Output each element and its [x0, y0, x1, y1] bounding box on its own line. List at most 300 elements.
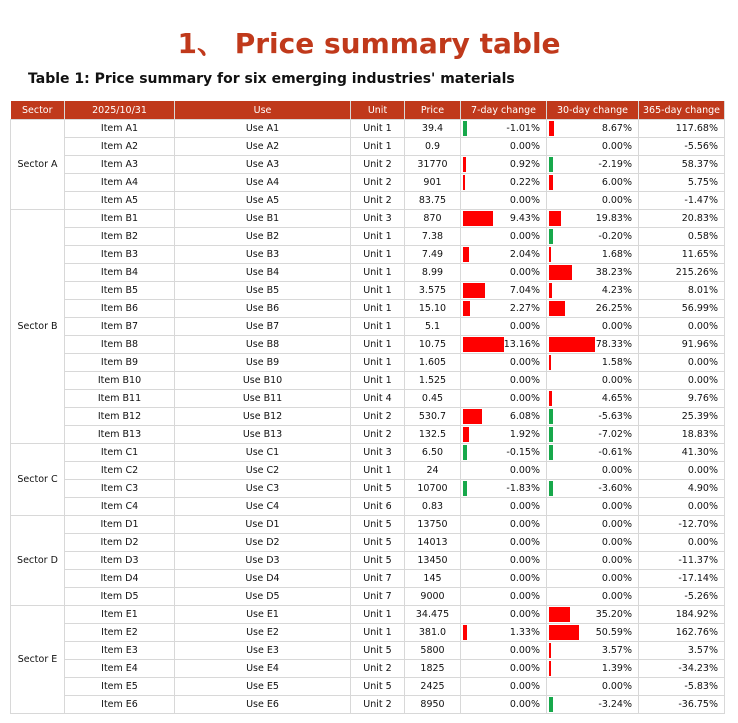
item-use-cell: Use B5: [175, 282, 351, 300]
item-unit-cell: Unit 7: [351, 588, 405, 606]
item-use-cell: Use A2: [175, 138, 351, 156]
change-30d-cell: [547, 642, 639, 660]
change-30d-value: -5.63%: [598, 411, 632, 422]
item-price-cell: 0.83: [405, 498, 461, 516]
item-use-cell: Use E2: [175, 624, 351, 642]
item-name-cell: Item E3: [65, 642, 175, 660]
item-use-cell: Use C3: [175, 480, 351, 498]
item-unit-cell: Unit 2: [351, 192, 405, 210]
item-use-cell: Use E1: [175, 606, 351, 624]
change-30d-value: -0.61%: [598, 447, 632, 458]
item-name-cell: Item A5: [65, 192, 175, 210]
item-use-cell: Use C4: [175, 498, 351, 516]
item-name-cell: Item B11: [65, 390, 175, 408]
table-row: [11, 138, 725, 156]
item-use-cell: Use D2: [175, 534, 351, 552]
change-7d-cell: [461, 300, 547, 318]
change-365d-cell: 0.00%: [639, 372, 725, 390]
change-365d-cell: 11.65%: [639, 246, 725, 264]
item-use-cell: Use A1: [175, 120, 351, 138]
change-7d-value: 0.00%: [509, 537, 540, 548]
item-unit-cell: Unit 5: [351, 642, 405, 660]
change-30d-value: 78.33%: [595, 339, 632, 350]
table-body: [11, 120, 725, 714]
table-row: [11, 210, 725, 228]
item-name-cell: Item B4: [65, 264, 175, 282]
change-7d-value: 1.33%: [509, 627, 540, 638]
table-row: [11, 390, 725, 408]
change-7d-value: 7.04%: [509, 285, 540, 296]
change-365d-cell: 0.00%: [639, 462, 725, 480]
item-unit-cell: Unit 2: [351, 696, 405, 714]
item-unit-cell: Unit 1: [351, 336, 405, 354]
item-name-cell: Item C1: [65, 444, 175, 462]
change-7d-value: 0.00%: [509, 321, 540, 332]
change-30d-value: -7.02%: [598, 429, 632, 440]
change-30d-value: 0.00%: [601, 195, 632, 206]
table-row: [11, 300, 725, 318]
table-row: [11, 588, 725, 606]
change-30d-cell: [547, 264, 639, 282]
change-365d-cell: -5.26%: [639, 588, 725, 606]
item-name-cell: Item D4: [65, 570, 175, 588]
item-use-cell: Use A4: [175, 174, 351, 192]
item-use-cell: Use B3: [175, 246, 351, 264]
change-30d-value: 0.00%: [601, 591, 632, 602]
item-unit-cell: Unit 4: [351, 390, 405, 408]
table-row: [11, 498, 725, 516]
item-price-cell: 2425: [405, 678, 461, 696]
change-30d-cell: [547, 210, 639, 228]
table-row: [11, 372, 725, 390]
change-30d-value: 0.00%: [601, 573, 632, 584]
item-use-cell: Use E5: [175, 678, 351, 696]
change-30d-value: 3.57%: [601, 645, 632, 656]
item-name-cell: Item E6: [65, 696, 175, 714]
item-use-cell: Use A5: [175, 192, 351, 210]
change-7d-value: 2.27%: [509, 303, 540, 314]
change-7d-cell: [461, 462, 547, 480]
item-price-cell: 132.5: [405, 426, 461, 444]
change-7d-value: 0.00%: [509, 465, 540, 476]
change-7d-value: -1.83%: [506, 483, 540, 494]
change-365d-cell: -1.47%: [639, 192, 725, 210]
change-365d-cell: 56.99%: [639, 300, 725, 318]
change-30d-cell: [547, 336, 639, 354]
change-7d-cell: [461, 228, 547, 246]
change-7d-value: 13.16%: [503, 339, 540, 350]
item-unit-cell: Unit 5: [351, 480, 405, 498]
change-7d-value: 2.04%: [509, 249, 540, 260]
item-unit-cell: Unit 1: [351, 318, 405, 336]
table-row: [11, 318, 725, 336]
change-7d-value: 0.00%: [509, 573, 540, 584]
item-name-cell: Item A2: [65, 138, 175, 156]
change-30d-value: 19.83%: [595, 213, 632, 224]
item-name-cell: Item E5: [65, 678, 175, 696]
table-row: [11, 246, 725, 264]
item-use-cell: Use A3: [175, 156, 351, 174]
change-365d-cell: 41.30%: [639, 444, 725, 462]
change-7d-cell: [461, 696, 547, 714]
item-unit-cell: Unit 1: [351, 606, 405, 624]
table-row: [11, 642, 725, 660]
item-price-cell: 9000: [405, 588, 461, 606]
change-365d-cell: 3.57%: [639, 642, 725, 660]
table-row: [11, 606, 725, 624]
item-price-cell: 5.1: [405, 318, 461, 336]
change-7d-cell: [461, 552, 547, 570]
header-date: 2025/10/31: [65, 101, 175, 120]
item-name-cell: Item D5: [65, 588, 175, 606]
item-price-cell: 15.10: [405, 300, 461, 318]
item-price-cell: 381.0: [405, 624, 461, 642]
change-30d-cell: [547, 570, 639, 588]
item-unit-cell: Unit 2: [351, 426, 405, 444]
item-price-cell: 7.49: [405, 246, 461, 264]
change-365d-cell: 0.00%: [639, 534, 725, 552]
change-30d-value: 4.65%: [601, 393, 632, 404]
change-7d-value: 0.00%: [509, 195, 540, 206]
change-7d-cell: [461, 246, 547, 264]
change-30d-value: -2.19%: [598, 159, 632, 170]
change-30d-value: 0.00%: [601, 465, 632, 476]
change-365d-cell: -5.56%: [639, 138, 725, 156]
item-price-cell: 13750: [405, 516, 461, 534]
item-name-cell: Item B2: [65, 228, 175, 246]
change-7d-cell: [461, 588, 547, 606]
change-30d-value: -0.20%: [598, 231, 632, 242]
change-7d-value: 0.00%: [509, 501, 540, 512]
item-unit-cell: Unit 7: [351, 570, 405, 588]
change-7d-value: 9.43%: [509, 213, 540, 224]
change-7d-cell: [461, 138, 547, 156]
item-unit-cell: Unit 5: [351, 678, 405, 696]
change-30d-value: 0.00%: [601, 375, 632, 386]
change-7d-value: 0.00%: [509, 519, 540, 530]
change-7d-cell: [461, 354, 547, 372]
item-name-cell: Item C3: [65, 480, 175, 498]
item-use-cell: Use B12: [175, 408, 351, 426]
item-unit-cell: Unit 3: [351, 444, 405, 462]
change-30d-cell: [547, 300, 639, 318]
change-7d-cell: [461, 120, 547, 138]
change-30d-cell: [547, 516, 639, 534]
sector-cell: Sector C: [11, 444, 65, 516]
change-7d-value: 0.00%: [509, 699, 540, 710]
change-30d-value: 0.00%: [601, 537, 632, 548]
change-30d-cell: [547, 498, 639, 516]
table-row: [11, 444, 725, 462]
item-name-cell: Item E1: [65, 606, 175, 624]
change-7d-value: 1.92%: [509, 429, 540, 440]
sector-cell: Sector D: [11, 516, 65, 606]
change-365d-cell: 58.37%: [639, 156, 725, 174]
change-30d-cell: [547, 246, 639, 264]
item-price-cell: 0.9: [405, 138, 461, 156]
item-price-cell: 31770: [405, 156, 461, 174]
change-30d-cell: [547, 174, 639, 192]
change-7d-value: 0.00%: [509, 357, 540, 368]
item-use-cell: Use E4: [175, 660, 351, 678]
change-365d-cell: 215.26%: [639, 264, 725, 282]
change-365d-cell: 0.00%: [639, 318, 725, 336]
change-7d-value: 6.08%: [509, 411, 540, 422]
change-30d-cell: [547, 354, 639, 372]
change-30d-cell: [547, 138, 639, 156]
change-365d-cell: 184.92%: [639, 606, 725, 624]
change-7d-cell: [461, 570, 547, 588]
item-use-cell: Use D1: [175, 516, 351, 534]
item-price-cell: 13450: [405, 552, 461, 570]
change-30d-cell: [547, 588, 639, 606]
change-30d-cell: [547, 192, 639, 210]
change-365d-cell: 0.00%: [639, 498, 725, 516]
change-7d-value: 0.00%: [509, 141, 540, 152]
item-price-cell: 6.50: [405, 444, 461, 462]
change-30d-cell: [547, 534, 639, 552]
change-7d-value: 0.00%: [509, 591, 540, 602]
table-row: [11, 174, 725, 192]
item-use-cell: Use B11: [175, 390, 351, 408]
page-title: 1、 Price summary table: [177, 27, 561, 60]
item-name-cell: Item B12: [65, 408, 175, 426]
item-price-cell: 0.45: [405, 390, 461, 408]
table-row: [11, 192, 725, 210]
change-30d-cell: [547, 678, 639, 696]
item-price-cell: 901: [405, 174, 461, 192]
change-7d-cell: [461, 390, 547, 408]
item-price-cell: 14013: [405, 534, 461, 552]
table-row: [11, 516, 725, 534]
change-30d-cell: [547, 390, 639, 408]
item-unit-cell: Unit 1: [351, 462, 405, 480]
item-use-cell: Use D3: [175, 552, 351, 570]
item-price-cell: 10.75: [405, 336, 461, 354]
change-30d-cell: [547, 426, 639, 444]
change-7d-cell: [461, 192, 547, 210]
table-row: [11, 660, 725, 678]
change-7d-value: 0.00%: [509, 663, 540, 674]
table-row: [11, 264, 725, 282]
change-30d-cell: [547, 372, 639, 390]
item-price-cell: 7.38: [405, 228, 461, 246]
sector-cell: Sector B: [11, 210, 65, 444]
item-price-cell: 1825: [405, 660, 461, 678]
change-7d-cell: [461, 372, 547, 390]
change-30d-value: 1.68%: [601, 249, 632, 260]
change-7d-cell: [461, 156, 547, 174]
item-unit-cell: Unit 2: [351, 174, 405, 192]
item-use-cell: Use B1: [175, 210, 351, 228]
item-use-cell: Use B7: [175, 318, 351, 336]
change-30d-value: 0.00%: [601, 681, 632, 692]
change-7d-cell: [461, 516, 547, 534]
item-name-cell: Item D2: [65, 534, 175, 552]
header-sector: Sector: [11, 101, 65, 120]
change-365d-cell: -34.23%: [639, 660, 725, 678]
item-unit-cell: Unit 1: [351, 300, 405, 318]
item-price-cell: 39.4: [405, 120, 461, 138]
item-price-cell: 8.99: [405, 264, 461, 282]
change-7d-cell: [461, 480, 547, 498]
change-7d-cell: [461, 318, 547, 336]
item-name-cell: Item E2: [65, 624, 175, 642]
change-7d-cell: [461, 444, 547, 462]
item-name-cell: Item C4: [65, 498, 175, 516]
change-365d-cell: -11.37%: [639, 552, 725, 570]
item-use-cell: Use D4: [175, 570, 351, 588]
change-365d-cell: 0.00%: [639, 354, 725, 372]
change-30d-value: 0.00%: [601, 519, 632, 530]
change-365d-cell: 9.76%: [639, 390, 725, 408]
change-7d-cell: [461, 210, 547, 228]
change-30d-value: 38.23%: [595, 267, 632, 278]
change-7d-cell: [461, 678, 547, 696]
item-name-cell: Item A4: [65, 174, 175, 192]
change-365d-cell: 91.96%: [639, 336, 725, 354]
item-use-cell: Use C2: [175, 462, 351, 480]
table-row: [11, 120, 725, 138]
change-7d-value: 0.00%: [509, 555, 540, 566]
item-use-cell: Use B13: [175, 426, 351, 444]
item-name-cell: Item B6: [65, 300, 175, 318]
change-30d-cell: [547, 660, 639, 678]
change-365d-cell: 25.39%: [639, 408, 725, 426]
item-use-cell: Use C1: [175, 444, 351, 462]
sector-cell: Sector A: [11, 120, 65, 210]
change-365d-cell: 4.90%: [639, 480, 725, 498]
item-use-cell: Use E6: [175, 696, 351, 714]
change-7d-value: 0.22%: [509, 177, 540, 188]
table-row: [11, 156, 725, 174]
item-unit-cell: Unit 1: [351, 138, 405, 156]
change-7d-value: 0.00%: [509, 681, 540, 692]
item-name-cell: Item A1: [65, 120, 175, 138]
change-30d-value: 1.58%: [601, 357, 632, 368]
change-365d-cell: -12.70%: [639, 516, 725, 534]
table-row: [11, 426, 725, 444]
item-use-cell: Use B4: [175, 264, 351, 282]
item-price-cell: 145: [405, 570, 461, 588]
table-row: [11, 552, 725, 570]
item-use-cell: Use B2: [175, 228, 351, 246]
change-30d-value: -3.24%: [598, 699, 632, 710]
change-7d-cell: [461, 534, 547, 552]
item-unit-cell: Unit 2: [351, 660, 405, 678]
table-row: [11, 534, 725, 552]
change-30d-value: 0.00%: [601, 141, 632, 152]
item-name-cell: Item B7: [65, 318, 175, 336]
item-use-cell: Use B9: [175, 354, 351, 372]
change-7d-cell: [461, 660, 547, 678]
item-name-cell: Item B8: [65, 336, 175, 354]
change-365d-cell: 0.58%: [639, 228, 725, 246]
change-30d-cell: [547, 408, 639, 426]
change-7d-cell: [461, 498, 547, 516]
change-30d-cell: [547, 120, 639, 138]
change-7d-value: 0.00%: [509, 375, 540, 386]
item-price-cell: 10700: [405, 480, 461, 498]
change-365d-cell: -5.83%: [639, 678, 725, 696]
item-name-cell: Item B5: [65, 282, 175, 300]
price-summary-table: [10, 101, 725, 714]
change-365d-cell: 5.75%: [639, 174, 725, 192]
change-30d-cell: [547, 462, 639, 480]
change-365d-cell: -17.14%: [639, 570, 725, 588]
item-price-cell: 1.525: [405, 372, 461, 390]
item-unit-cell: Unit 1: [351, 372, 405, 390]
change-30d-value: 35.20%: [595, 609, 632, 620]
item-unit-cell: Unit 3: [351, 210, 405, 228]
change-7d-cell: [461, 264, 547, 282]
table-row: [11, 480, 725, 498]
sector-cell: Sector E: [11, 606, 65, 714]
change-7d-cell: [461, 426, 547, 444]
item-name-cell: Item A3: [65, 156, 175, 174]
item-unit-cell: Unit 1: [351, 264, 405, 282]
header-unit: Unit: [351, 101, 405, 120]
change-7d-value: -1.01%: [506, 123, 540, 134]
item-use-cell: Use B10: [175, 372, 351, 390]
change-30d-cell: [547, 318, 639, 336]
item-name-cell: Item B9: [65, 354, 175, 372]
item-name-cell: Item C2: [65, 462, 175, 480]
change-30d-value: 6.00%: [601, 177, 632, 188]
item-unit-cell: Unit 1: [351, 120, 405, 138]
change-7d-value: 0.00%: [509, 267, 540, 278]
change-7d-cell: [461, 174, 547, 192]
item-price-cell: 5800: [405, 642, 461, 660]
item-unit-cell: Unit 5: [351, 552, 405, 570]
change-7d-cell: [461, 408, 547, 426]
change-30d-cell: [547, 696, 639, 714]
item-unit-cell: Unit 2: [351, 156, 405, 174]
table-row: [11, 696, 725, 714]
table-row: [11, 336, 725, 354]
table-caption: Table 1: Price summary for six emerging industries' materials: [28, 71, 515, 87]
change-7d-value: -0.15%: [506, 447, 540, 458]
item-name-cell: Item D3: [65, 552, 175, 570]
change-7d-value: 0.00%: [509, 231, 540, 242]
table-row: [11, 228, 725, 246]
change-7d-value: 0.00%: [509, 393, 540, 404]
table-row: [11, 282, 725, 300]
item-price-cell: 3.575: [405, 282, 461, 300]
change-30d-cell: [547, 624, 639, 642]
change-30d-value: 50.59%: [595, 627, 632, 638]
table-row: [11, 462, 725, 480]
table-row: [11, 570, 725, 588]
item-unit-cell: Unit 1: [351, 354, 405, 372]
item-name-cell: Item B3: [65, 246, 175, 264]
item-unit-cell: Unit 5: [351, 534, 405, 552]
table-row: [11, 624, 725, 642]
item-use-cell: Use D5: [175, 588, 351, 606]
change-30d-cell: [547, 480, 639, 498]
item-use-cell: Use B6: [175, 300, 351, 318]
table-header-row: [11, 101, 725, 120]
item-unit-cell: Unit 6: [351, 498, 405, 516]
change-30d-cell: [547, 228, 639, 246]
table-row: [11, 408, 725, 426]
item-use-cell: Use B8: [175, 336, 351, 354]
change-365d-cell: 117.68%: [639, 120, 725, 138]
change-30d-cell: [547, 156, 639, 174]
change-30d-value: -3.60%: [598, 483, 632, 494]
change-30d-value: 0.00%: [601, 501, 632, 512]
item-price-cell: 83.75: [405, 192, 461, 210]
